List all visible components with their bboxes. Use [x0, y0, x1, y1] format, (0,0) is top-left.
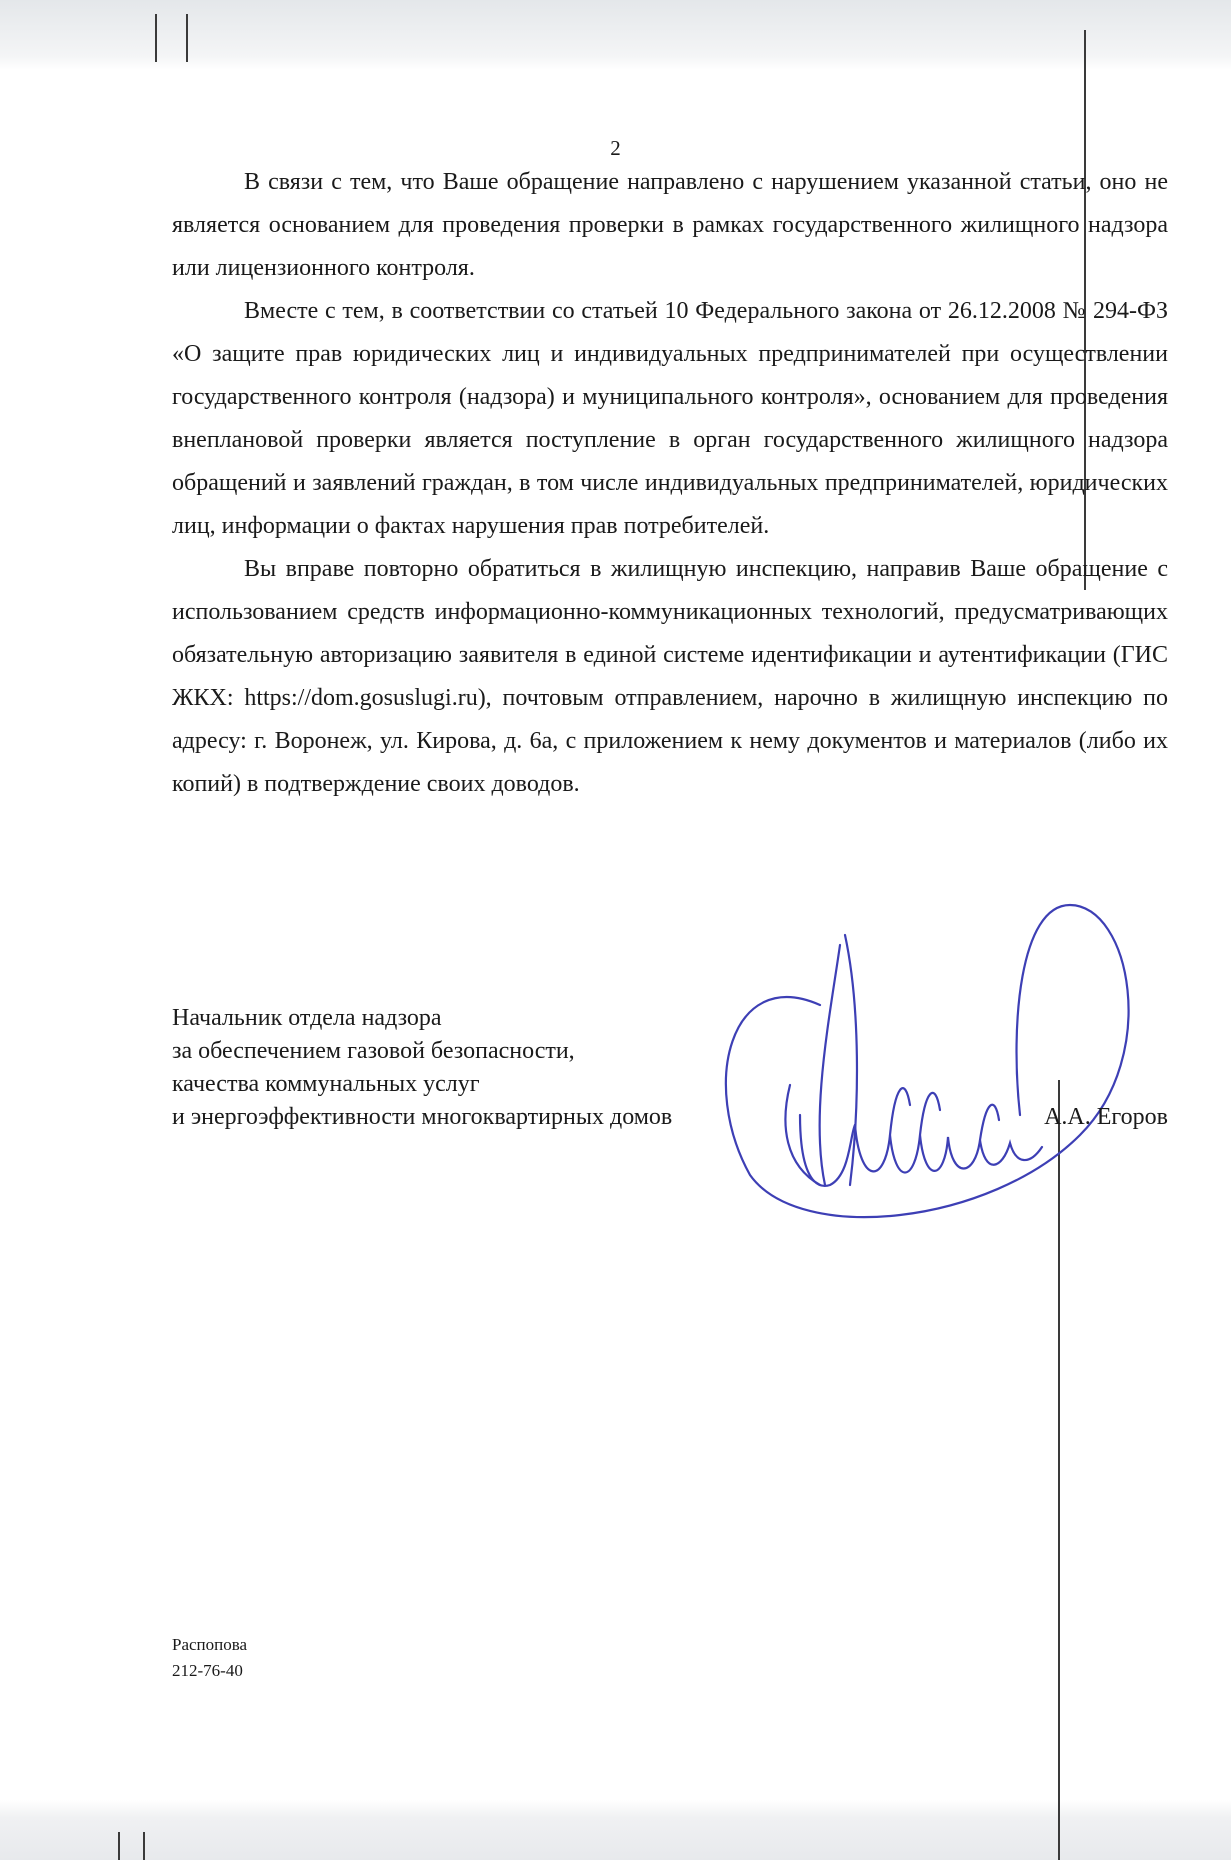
signatory-position-line: качества коммунальных услуг [172, 1071, 480, 1097]
scan-artifact-line [155, 14, 157, 62]
signatory-position-line: Начальник отдела надзора [172, 1005, 442, 1031]
executor-info [172, 1632, 247, 1684]
paragraph: Вместе с тем, в соответствии со статьей 10 Федерального закона от 26.12.2008 № 294-ФЗ «О защите прав юридических лиц и индивидуальных предпринимателей при осуществлении государственного контроля (надзора) и муниципального контроля», основанием для проведения внеплановой проверки является поступление в орган государственного жилищного надзора обращений и заявлений граждан, в том числе индивидуальных предпринимателей, юридических лиц, информации о фактах нарушения прав потребителей. [172, 298, 1168, 539]
paragraph: В связи с тем, что Ваше обращение направлено с нарушением указанной статьи, оно не является основанием для проведения проверки в рамках государственного жилищного надзора или лицензионного контроля. [172, 169, 1168, 281]
scan-bottom-edge [0, 1800, 1231, 1860]
scan-artifact-line [186, 14, 188, 62]
signature-block [172, 1002, 1168, 1134]
page-number: 2 [610, 136, 621, 160]
signatory-name: А.А. Егоров [1044, 1104, 1168, 1130]
signatory-position-line: и энергоэффективности многоквартирных домов [172, 1104, 673, 1130]
scan-artifact-line [118, 1832, 120, 1860]
executor-phone: 212-76-40 [172, 1661, 243, 1680]
signatory-position-line: за обеспечением газовой безопасности, [172, 1038, 575, 1064]
scan-top-edge [0, 0, 1231, 70]
signatory-final-line [172, 1101, 1168, 1134]
scan-artifact-line [143, 1832, 145, 1860]
letter-body [172, 161, 1168, 806]
paragraph: Вы вправе повторно обратиться в жилищную инспекцию, направив Ваше обращение с использованием средств информационно-коммуникационных технологий, предусматривающих обязательную авторизацию заявителя в единой системе идентификации и аутентификации (ГИС ЖКХ: https://dom.gosuslugi.ru), почтовым отправлением, нарочно в жилищную инспекцию по адресу: г. Воронеж, ул. Кирова, д. 6а, с приложением к нему документов и материалов (либо их копий) в подтверждение своих доводов. [172, 556, 1168, 797]
executor-name: Распопова [172, 1635, 248, 1654]
